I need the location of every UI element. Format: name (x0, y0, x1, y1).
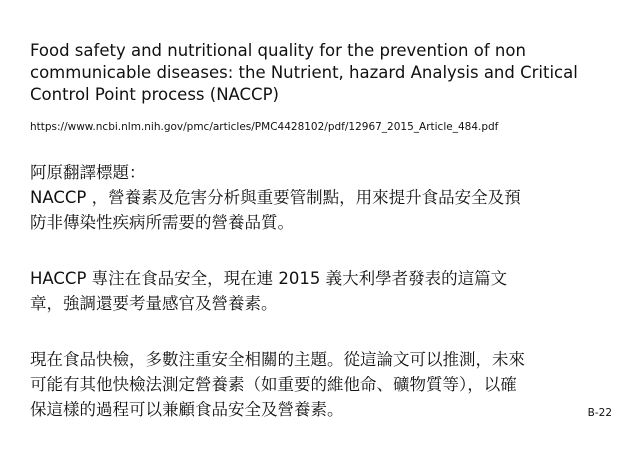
haccp-paragraph (30, 266, 620, 316)
paragraph-line: 可能有其他快檢法測定營養素（如重要的維他命、礦物質等），以確 (30, 375, 517, 394)
paragraph-line: HACCP 專注在食品安全，現在連 2015 義大利學者發表的這篇文 (30, 269, 508, 288)
translated-title-paragraph (30, 160, 620, 235)
paragraph-line: NACCP ，營養素及危害分析與重要管制點，用來提升食品安全及預 (30, 188, 521, 207)
paragraph-line: 阿原翻譯標題： (30, 163, 146, 182)
article-title-line: communicable diseases: the Nutrient, hazard Analysis and Critical (30, 63, 578, 82)
rapid-test-paragraph (30, 347, 620, 422)
paragraph-line: 現在食品快檢，多數注重安全相關的主題。從這論文可以推測，未來 (30, 350, 525, 369)
article-title (30, 40, 610, 106)
source-url: https://www.ncbi.nlm.nih.gov/pmc/articles/PMC4428102/pdf/12967_2015_Article_484.pdf (30, 121, 499, 133)
article-title-line: Control Point process (NACCP) (30, 85, 279, 104)
paragraph-line: 防非傳染性疾病所需要的營養品質。 (30, 213, 294, 232)
page-number: B-22 (587, 407, 612, 419)
paragraph-line: 章，強調還要考量感官及營養素。 (30, 294, 278, 313)
article-title-line: Food safety and nutritional quality for the prevention of non (30, 41, 526, 60)
paragraph-line: 保這樣的過程可以兼顧食品安全及營養素。 (30, 400, 344, 419)
